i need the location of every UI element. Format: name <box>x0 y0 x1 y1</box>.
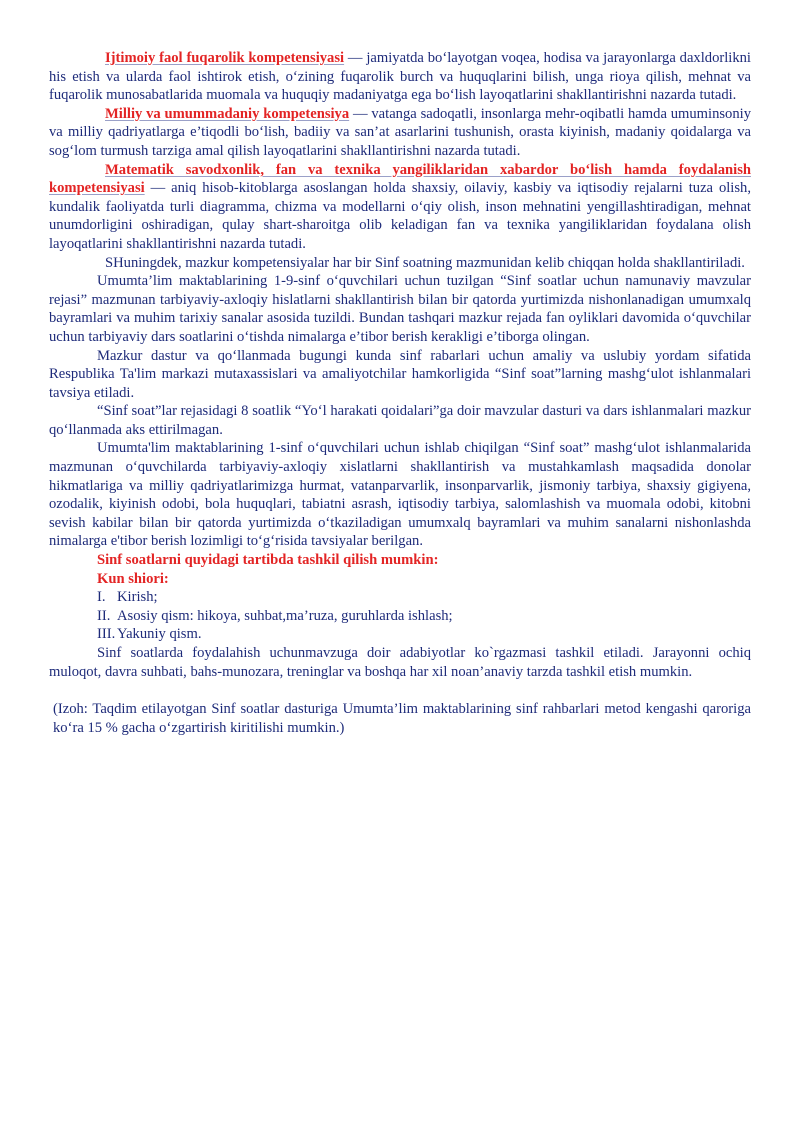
civic-competence-title: Ijtimoiy faol fuqarolik kompetensiyasi <box>105 50 345 66</box>
list-item <box>97 588 751 607</box>
paragraph-plan: Umumta’lim maktablarining 1-9-sinf o‘quvchilari uchun tuzilgan “Sinf soatlar uchun namunaviy mavzular rejasi” mazmunan tarbiyaviy-axloqiy hislatlarni shakllantirish bilan bir qatorda yurtimizda nishonlanadigan umumxalq bayramlari va muhim tarixiy sanalar asosida tuzildi. Bundan tashqari mazkur rejada fan oyliklari davomida o‘quvchilar uchun tarbiyaviy dars soatlarini o‘tishda nimalarga e’tibor berish kerakligi e’tiborga olingan. <box>49 273 751 345</box>
national-competence-text: — vatanga sadoqatli, insonlarga mehr-oqibatli hamda umuminsoniy va milliy qadriyatlarga e’tiqodli bo‘lish, badiiy va san’at asarlarini tushunish, orasta kiyinish, madaniy qoidalarga va sog‘lom turmush tarziga amal qilish layoqatlarini shakllantirishni nazarda tutadi. <box>49 105 752 159</box>
paragraph-first-grade: Umumta'lim maktablarining 1-sinf o‘quvchilari uchun ishlab chiqilgan “Sinf soat” mashg‘ulot ishlanmalarida mazmunan o‘quvchilarda tarbiyaviy-axloqiy xislatlarni shakllantirish va mustahkamlash maqsadida donolar hikmatlariga va milliy qadriyatlarimizga hurmat, vatanparvarlik, insonparvarlik, jismoniy tarbiya, shaxsiy gigiyena, ozodalik, kiyinish odobi, bola huquqlari, tabiatni asrash, iqtisodiy tarbiya, salomlashish va muomala odobi, kitobni sevish kabilar bilan bir qatorda yurtimizda o‘tkaziladigan umumxalq bayramlari va muhim sanalarni nishonlashda nimalarga e'tibor berish lozimligi to‘g‘risida tavsiyalar berilgan. <box>49 440 751 550</box>
math-competence-text: — aniq hisob-kitoblarga asoslangan holda shaxsiy, oilaviy, kasbiy va iqtisodiy rejalarni tuza olish, kundalik faoliyatda turli diagramma, chizma va modellarni o‘qiy olish, inson mehnatini yengillashtiradigan, mehnat unumdorligini oshiradigan, qulay shart-sharoitga olib keladigan fan va texnika yangiliklaridan foydalana olish layoqatlarini shakllantirishni nazarda tutadi. <box>49 180 751 252</box>
list-item-text: Asosiy qism: hikoya, suhbat,ma’ruza, guruhlarda ishlash; <box>117 607 453 624</box>
civic-competence-text: — jamiyatda bo‘layotgan voqea, hodisa va jarayonlarga daxldorlikni his etish va ularda faol ishtirok etish, o‘zining fuqarolik burch va huquqlarini bilish, unga rioya qilish, mehnat va fuqarolik munosabatlarida muomala va huquqiy madaniyatga ega bo‘lish layoqatlarini shakllantirishni nazarda tutadi. <box>49 50 751 104</box>
list-item-number: I. <box>97 589 106 606</box>
paragraph-literature: Sinf soatlarda foydalahish uchunmavzuga doir adabiyotlar ko`rgazmasi tashkil etiladi. Jarayonni ochiq muloqot, davra suhbati, bahs-munozara, treninglar va boshqa har xil noan’anaviy tarzda tashkil etish mumkin. <box>49 645 751 680</box>
math-competence-title: Matematik savodxonlik, fan va texnika yangiliklaridan xabardor bo‘lish hamda foydalanish kompetensiyasi <box>49 161 751 197</box>
paragraph-traffic-rules: “Sinf soat”lar rejasidagi 8 soatlik “Yo‘l harakati qoidalari”ga doir mavzular dasturi va dars ishlanmalari mazkur qo‘llanmada aks ettirilmagan. <box>49 403 751 438</box>
list-item-number: II. <box>97 607 111 624</box>
spacer <box>49 681 751 700</box>
paragraph-national-competence <box>49 105 751 161</box>
list-item-number: III. <box>97 626 116 643</box>
paragraph-math-competence <box>49 161 751 254</box>
motto-heading: Kun shiori: <box>97 570 169 587</box>
note-paragraph: (Izoh: Taqdim etilayotgan Sinf soatlar dasturiga Umumta’lim maktablarining sinf rahbarlari metod kengashi qaroriga ko‘ra 15 % gacha o‘zgartirish kiritilishi mumkin.) <box>53 701 751 736</box>
paragraph-also: SHuningdek, mazkur kompetensiyalar har bir Sinf soatning mazmunidan kelib chiqqan holda shakllantiriladi. <box>105 254 745 271</box>
paragraph-civic-competence <box>49 49 751 105</box>
agenda-list <box>49 588 751 644</box>
list-item <box>97 607 751 626</box>
list-item <box>97 625 751 644</box>
list-item-text: Yakuniy qism. <box>117 626 202 643</box>
list-item-text: Kirish; <box>117 589 158 606</box>
organize-heading: Sinf soatlarni quyidagi tartibda tashkil qilish mumkin: <box>97 552 439 569</box>
national-competence-title: Milliy va umummadaniy kompetensiya <box>105 105 350 122</box>
paragraph-manual: Mazkur dastur va qo‘llanmada bugungi kunda sinf rabarlari uchun amaliy va uslubiy yordam sifatida Respublika Ta'lim markazi mutaxassislari va amaliyotchilar hamkorligida “Sinf soat”larning mashg‘ulot ishlanmalari tavsiya etiladi. <box>49 347 751 401</box>
